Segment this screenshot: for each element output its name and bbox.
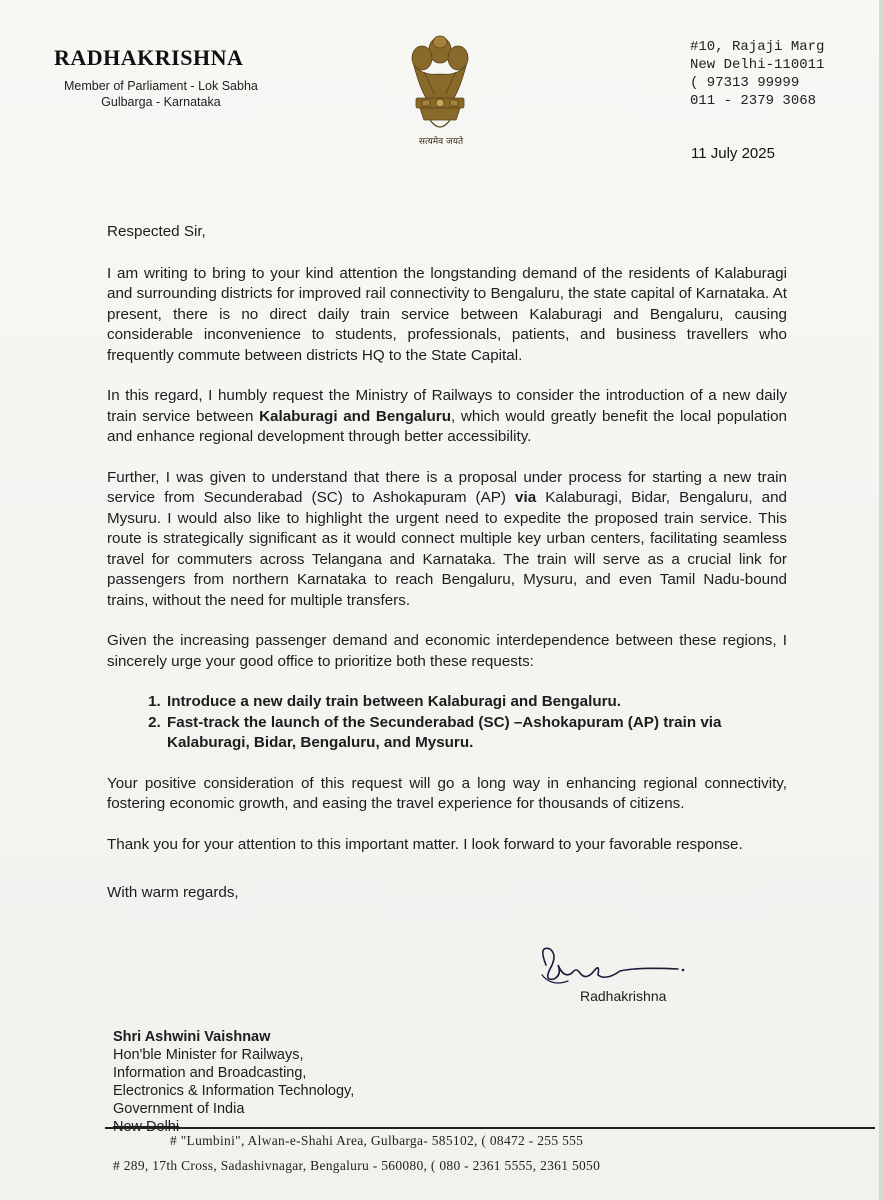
- sender-role: [64, 78, 258, 110]
- recipient-name: Shri Ashwini Vaishnaw: [113, 1029, 271, 1045]
- paragraph-5: Your positive consideration of this request will go a long way in enhancing regional connectivity, fostering economic growth, and easing the travel experience for thousands of citizens.: [107, 774, 787, 812]
- paragraph-3: [107, 468, 787, 612]
- recipient-line3: Electronics & Information Technology,: [113, 1083, 355, 1099]
- signatory-name: Radhakrishna: [580, 988, 667, 1004]
- recipient-line2: Information and Broadcasting,: [113, 1065, 307, 1081]
- address-line2: New Delhi-110011: [690, 57, 825, 73]
- page-edge: [879, 0, 883, 1200]
- sender-role-line2: Gulbarga - Karnataka: [101, 95, 221, 109]
- sender-name: RADHAKRISHNA: [54, 45, 244, 70]
- recipient-block: [113, 1028, 354, 1136]
- closing: With warm regards,: [107, 884, 239, 901]
- recipient-line1: Hon'ble Minister for Railways,: [113, 1047, 304, 1063]
- salutation: Respected Sir,: [107, 223, 206, 240]
- paragraph-2-bold: Kalaburagi and Bengaluru: [259, 407, 451, 425]
- phone-mobile: ( 97313 99999: [690, 75, 800, 91]
- paragraph-6: Thank you for your attention to this important matter. I look forward to your favorable response.: [107, 835, 743, 853]
- paragraph-2-text-a: In this regard, I humbly request the Ministry of Railways to consider the introduction of a new daily train service between: [107, 387, 787, 425]
- request-item-1: 1. Introduce a new daily train between Kalaburagi and Bengaluru.: [165, 692, 787, 713]
- recipient-line5: New Delhi: [113, 1119, 180, 1135]
- footer-address-1: # "Lumbini", Alwan-e-Shahi Area, Gulbarga- 585102, ( 08472 - 255 555: [170, 1133, 584, 1148]
- paragraph-2: [107, 386, 787, 448]
- sender-address: [690, 38, 824, 110]
- letter-date: 11 July 2025: [691, 145, 775, 162]
- paragraph-3-text-b: Kalaburagi, Bidar, Bengaluru, and Mysuru. I would also like to highlight the urgent need to expedite the proposed train service. This route is strategically significant as it would connect multiple key urban centers, facilitating seamless travel for commuters across Telangana and Karnataka. The train will serve as a crucial link for passengers from northern Karnataka to reach Bengaluru, Mysuru, and even Tamil Nadu-bound trains, without the need for multiple transfers.: [107, 489, 787, 609]
- emblem-motto: सत्यमेव जयते: [418, 137, 464, 147]
- footer-address-2: # 289, 17th Cross, Sadashivnagar, Bengaluru - 560080, ( 080 - 2361 5555, 2361 5050: [113, 1158, 601, 1173]
- sender-role-line1: Member of Parliament - Lok Sabha: [64, 79, 258, 93]
- paragraph-3-bold: via: [515, 489, 537, 506]
- phone-office: 011 - 2379 3068: [690, 93, 817, 109]
- paragraph-2-text-b: , which would greatly benefit the local population and enhance regional development through better accessibility.: [107, 407, 787, 445]
- footer-divider: [105, 1127, 875, 1129]
- paragraph-4: Given the increasing passenger demand and economic interdependence between these regions, I sincerely urge your good office to prioritize both these requests:: [107, 632, 787, 670]
- recipient-line4: Government of India: [113, 1101, 245, 1117]
- request-item-2: 2. Fast-track the launch of the Secunderabad (SC) –Ashokapuram (AP) train via Kalaburagi, Bidar, Bengaluru, and Mysuru.: [165, 713, 787, 754]
- address-line1: #10, Rajaji Marg: [690, 39, 825, 55]
- request-list: [107, 692, 787, 754]
- paragraph-1: I am writing to bring to your kind attention the longstanding demand of the residents of Kalaburagi and surrounding districts for improved rail connectivity to Bengaluru, the state capital of Karnataka. At present, there is no direct daily train service between Kalaburagi and Bengaluru, causing considerable inconvenience to students, professionals, patients, and business travellers who frequently commute between districts HQ to the State Capital.: [107, 264, 787, 364]
- paragraph-3-text-a: Further, I was given to understand that there is a proposal under process for starting a new train service from Secunderabad (SC) to Ashokapuram (AP): [107, 468, 787, 506]
- letter-body: [107, 222, 787, 919]
